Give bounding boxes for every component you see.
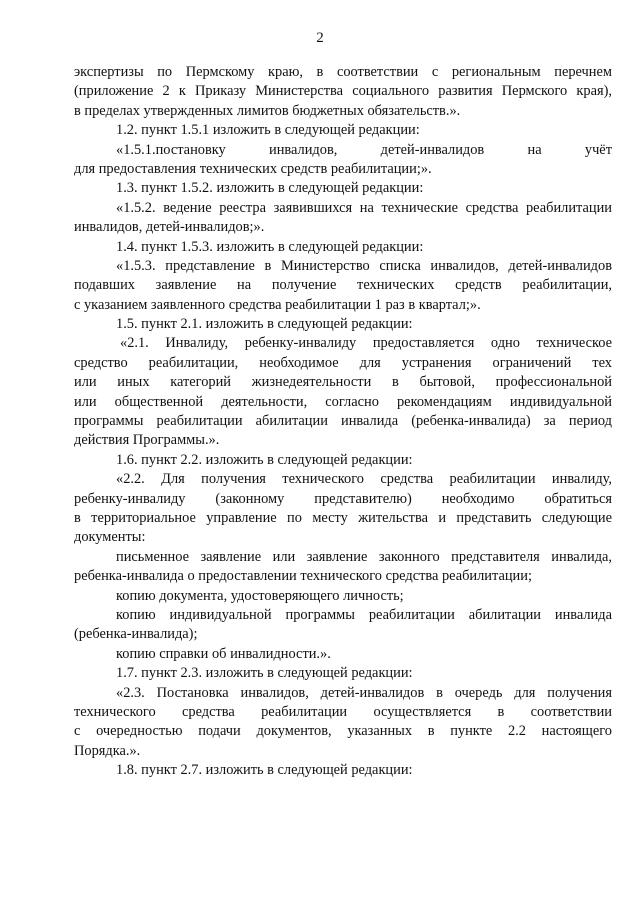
text-line: 1.5. пункт 2.1. изложить в следующей редакции: bbox=[116, 316, 413, 333]
text-line: экспертизы по Пермскому краю, в соответствии с региональным перечнем bbox=[74, 64, 612, 80]
text-line: в территориальное управление по месту жительства и представить следующие bbox=[74, 509, 612, 526]
text-line: копию документа, удостоверяющего личность; bbox=[116, 587, 404, 604]
text-line: или общественной деятельности, согласно рекомендациям индивидуальной bbox=[74, 393, 612, 410]
document-body bbox=[74, 63, 612, 780]
text-line: копию индивидуальной программы реабилитации абилитации инвалида bbox=[116, 606, 612, 623]
text-line: средство реабилитации, необходимое для устранения ограничений тех bbox=[74, 354, 612, 371]
text-line: (приложение 2 к Приказу Министерства социального развития Пермского края), bbox=[74, 83, 612, 100]
text-line: ребенку-инвалиду (законному представителю) необходимо обратиться bbox=[74, 490, 612, 507]
text-line: письменное заявление или заявление законного представителя инвалида, bbox=[116, 548, 612, 565]
text-line: 1.7. пункт 2.3. изложить в следующей редакции: bbox=[116, 665, 413, 682]
text-line: действия Программы.». bbox=[74, 432, 220, 449]
text-line: копию справки об инвалидности.». bbox=[116, 645, 331, 662]
text-line: «1.5.2. ведение реестра заявившихся на технические средства реабилитации bbox=[116, 199, 612, 216]
text-line: «2.2. Для получения технического средства реабилитации инвалиду, bbox=[116, 471, 612, 488]
text-line: с очередностью подачи документов, указанных в пункте 2.2 настоящего bbox=[74, 723, 612, 740]
text-line: «2.3. Постановка инвалидов, детей-инвалидов в очередь для получения bbox=[116, 684, 612, 701]
text-line: с указанием заявленного средства реабилитации 1 раз в квартал;». bbox=[74, 296, 481, 313]
text-line: 1.6. пункт 2.2. изложить в следующей редакции: bbox=[116, 451, 413, 468]
text-line: в пределах утвержденных лимитов бюджетных обязательств.». bbox=[74, 102, 461, 119]
text-line: 1.8. пункт 2.7. изложить в следующей редакции: bbox=[116, 762, 413, 779]
text-line: или иных категорий жизнедеятельности в бытовой, профессиональной bbox=[74, 374, 612, 391]
text-line: (ребенка-инвалида); bbox=[74, 626, 198, 643]
text-line: «1.5.3. представление в Министерство списка инвалидов, детей-инвалидов bbox=[116, 257, 612, 274]
text-line: инвалидов, детей-инвалидов;». bbox=[74, 219, 265, 236]
text-line: программы реабилитации абилитации инвалида (ребенка-инвалида) за период bbox=[74, 413, 612, 430]
text-line: 1.4. пункт 1.5.3. изложить в следующей редакции: bbox=[116, 238, 424, 255]
text-line: ребенка-инвалида о предоставлении технического средства реабилитации; bbox=[74, 568, 532, 585]
text-line: подавших заявление на получение технических средств реабилитации, bbox=[74, 277, 612, 294]
text-line: Порядка.». bbox=[74, 742, 141, 759]
text-line: технического средства реабилитации осуществляется в соответствии bbox=[74, 703, 612, 720]
text-line: «2.1. Инвалиду, ребенку-инвалиду предоставляется одно техническое bbox=[120, 335, 612, 352]
text-line: 1.3. пункт 1.5.2. изложить в следующей редакции: bbox=[116, 180, 424, 197]
text-line: «1.5.1.постановку инвалидов, детей-инвалидов на учёт bbox=[116, 141, 612, 158]
text-line: для предоставления технических средств реабилитации;». bbox=[74, 160, 432, 177]
text-line: 1.2. пункт 1.5.1 изложить в следующей редакции: bbox=[116, 122, 420, 139]
text-line: документы: bbox=[74, 529, 146, 546]
page-number: 2 bbox=[316, 30, 324, 46]
